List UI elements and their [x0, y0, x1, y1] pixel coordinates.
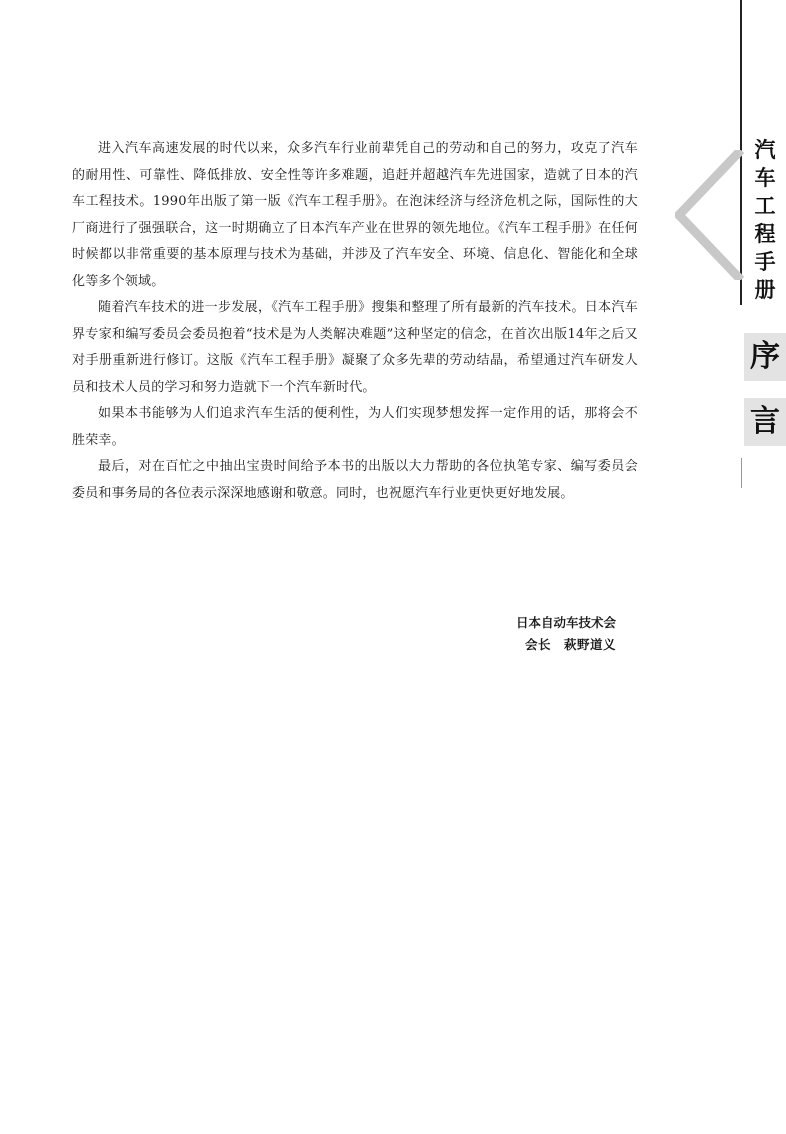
running-book-title: [748, 136, 782, 304]
margin-rule-lower: [741, 458, 742, 488]
preface-paragraph: 随着汽车技术的进一步发展，《汽车工程手册》搜集和整理了所有最新的汽车技术。日本汽车界专家和编写委员会委员抱着“技术是为人类解决难题”这种坚定的信念，在首次出版14年之后又对手册重新进行修订。这版《汽车工程手册》凝聚了众多先辈的劳动结晶，希望通过汽车研发人员和技术人员的学习和努力造就下一个汽车新时代。: [72, 300, 638, 395]
signature-name: 会长 萩野道义: [524, 637, 616, 652]
signature-block: [470, 612, 616, 656]
section-title-char: 序: [744, 333, 786, 381]
signature-organization: 日本自动车技术会: [515, 615, 616, 630]
preface-paragraph: 如果本书能够为人们追求汽车生活的便利性，为人们实现梦想发挥一定作用的话，那将会不胜荣幸。: [72, 406, 638, 448]
book-title-char: 程: [754, 221, 776, 246]
section-title-char: 言: [744, 398, 786, 446]
book-title-char: 册: [754, 277, 776, 302]
preface-paragraph: 最后，对在百忙之中抽出宝贵时间给予本书的出版以大力帮助的各位执笔专家、编写委员会委员和事务局的各位表示深深地感谢和敬意。同时，也祝愿汽车行业更快更好地发展。: [72, 459, 638, 501]
book-title-char: 工: [754, 193, 776, 218]
chevron-decoration-icon: [675, 150, 745, 280]
preface-body: [72, 136, 638, 507]
book-title-char: 手: [754, 249, 776, 274]
preface-paragraph: 进入汽车高速发展的时代以来，众多汽车行业前辈凭自己的劳动和自己的努力，攻克了汽车的耐用性、可靠性、降低排放、安全性等许多难题，追赶并超越汽车先进国家，造就了日本的汽车工程技术。1990年出版了第一版《汽车工程手册》。在泡沫经济与经济危机之际，国际性的大厂商进行了强强联合，这一时期确立了日本汽车产业在世界的领先地位。《汽车工程手册》在任何时候都以非常重要的基本原理与技术为基础，并涉及了汽车安全、环境、信息化、智能化和全球化等多个领域。: [72, 141, 638, 289]
book-title-char: 汽: [754, 137, 776, 162]
book-title-char: 车: [754, 165, 776, 190]
